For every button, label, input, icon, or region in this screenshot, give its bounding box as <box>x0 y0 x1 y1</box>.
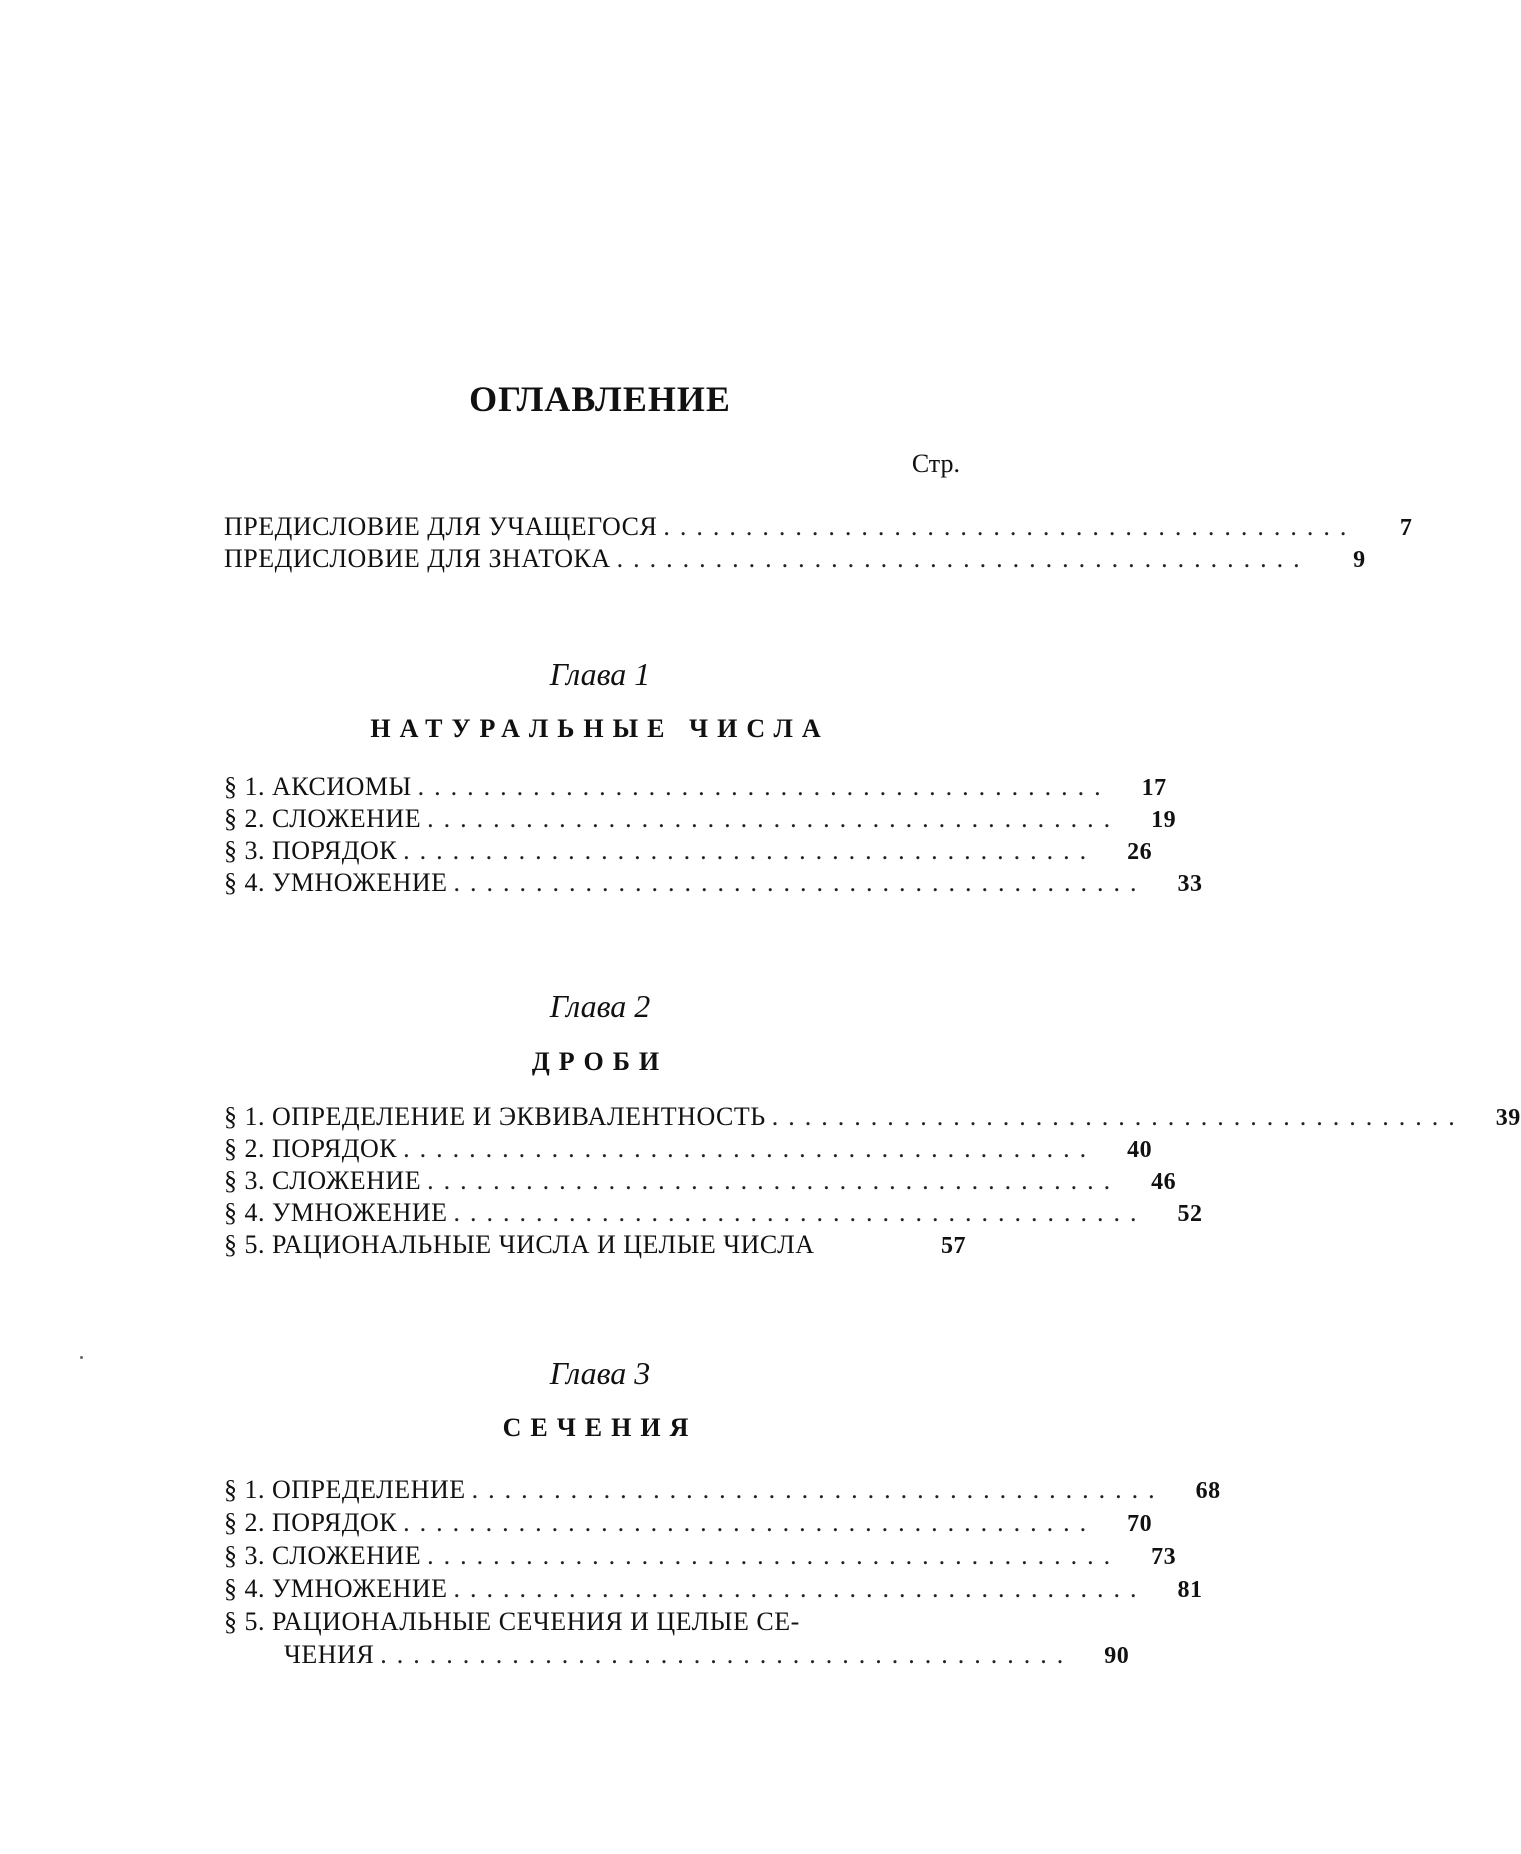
chapter-1-title: НАТУРАЛЬНЫЕ ЧИСЛА <box>370 714 830 743</box>
leader-dots: .......................................... <box>453 1574 1147 1603</box>
toc-entry-preface-student[interactable] <box>224 512 1413 544</box>
toc-entry[interactable] <box>224 868 1203 900</box>
toc-entry[interactable] <box>224 1508 1153 1540</box>
toc-entry-page: 81 <box>1177 1577 1203 1603</box>
chapter-2-title: ДРОБИ <box>531 1047 669 1076</box>
toc-entry-continuation[interactable] <box>284 1640 1130 1672</box>
toc-entry-page: 9 <box>1353 547 1366 573</box>
leader-dots: .......................................... <box>417 772 1111 801</box>
toc-entry[interactable] <box>224 1607 966 1639</box>
toc-entry-label: § 1. АКСИОМЫ <box>224 772 412 801</box>
toc-entry-page: 68 <box>1195 1478 1221 1504</box>
toc-entry-page: 57 <box>941 1233 966 1259</box>
leader-dots: .......................................... <box>471 1475 1165 1504</box>
toc-entry-label: § 2. СЛОЖЕНИЕ <box>224 804 422 833</box>
toc-entry[interactable] <box>224 1166 1177 1198</box>
leader-dots: .......................................... <box>453 868 1147 897</box>
toc-entry-page: 39 <box>1495 1105 1521 1131</box>
toc-entry[interactable] <box>224 836 1153 868</box>
chapter-3-label: Глава 3 <box>549 1355 651 1391</box>
chapter-2-label: Глава 2 <box>549 988 651 1024</box>
toc-entry-label: § 4. УМНОЖЕНИЕ <box>224 1574 448 1603</box>
leader-dots: .......................................... <box>663 512 1357 541</box>
toc-entry-label: § 2. ПОРЯДОК <box>224 1508 398 1537</box>
toc-entry[interactable] <box>224 1574 1203 1606</box>
page-column-label: Стр. <box>911 449 960 478</box>
leader-dots: .......................................... <box>380 1640 1074 1669</box>
toc-entry-page: 26 <box>1127 839 1153 865</box>
leader-dots: .......................................... <box>403 1134 1097 1163</box>
toc-entry-label: § 1. ОПРЕДЕЛЕНИЕ <box>224 1475 466 1504</box>
leader-dots: .......................................... <box>616 544 1310 573</box>
leader-dots: .......................................... <box>403 1508 1097 1537</box>
toc-entry-page: 52 <box>1177 1201 1203 1227</box>
toc-entry-page: 70 <box>1127 1511 1153 1537</box>
chapter-1-label: Глава 1 <box>549 656 651 692</box>
toc-entry-preface-expert[interactable] <box>224 544 1366 576</box>
toc-entry-label: § 5. РАЦИОНАЛЬНЫЕ ЧИСЛА И ЦЕЛЫЕ ЧИСЛА <box>224 1230 815 1259</box>
leader-dots: .......................................... <box>771 1102 1465 1131</box>
toc-entry[interactable] <box>224 1134 1153 1166</box>
toc-entry-label: § 2. ПОРЯДОК <box>224 1134 398 1163</box>
toc-entry-label: ПРЕДИСЛОВИЕ ДЛЯ ЗНАТОКА <box>224 544 611 573</box>
toc-entry-page: 40 <box>1127 1137 1153 1163</box>
toc-entry[interactable] <box>224 1102 1521 1134</box>
toc-entry-page: 7 <box>1399 515 1413 541</box>
toc-entry-label: § 3. ПОРЯДОК <box>224 836 398 865</box>
toc-entry-page: 46 <box>1151 1169 1177 1195</box>
toc-entry-page: 33 <box>1177 871 1203 897</box>
toc-entry-page: 19 <box>1151 807 1177 833</box>
leader-dots: .......................................... <box>403 836 1097 865</box>
toc-entry[interactable] <box>224 1230 966 1262</box>
toc-entry-label: § 4. УМНОЖЕНИЕ <box>224 1198 448 1227</box>
toc-entry-label: § 5. РАЦИОНАЛЬНЫЕ СЕЧЕНИЯ И ЦЕЛЫЕ СЕ- <box>224 1607 800 1636</box>
toc-entry-page: 90 <box>1104 1643 1130 1669</box>
toc-entry-page: 17 <box>1141 775 1167 801</box>
toc-entry-label: § 3. СЛОЖЕНИЕ <box>224 1166 422 1195</box>
toc-entry-label: ЧЕНИЯ <box>284 1640 375 1669</box>
toc-entry-label: § 4. УМНОЖЕНИЕ <box>224 868 448 897</box>
toc-entry[interactable] <box>224 1541 1177 1573</box>
page-title: ОГЛАВЛЕНИЕ <box>469 379 731 419</box>
leader-dots: .......................................... <box>453 1198 1147 1227</box>
toc-entry[interactable] <box>224 772 1167 804</box>
toc-entry-label: § 3. СЛОЖЕНИЕ <box>224 1541 422 1570</box>
toc-entry[interactable] <box>224 1475 1221 1507</box>
toc-entry-page: 73 <box>1151 1544 1177 1570</box>
leader-dots: .......................................... <box>427 804 1121 833</box>
toc-entry-label: ПРЕДИСЛОВИЕ ДЛЯ УЧАЩЕГОСЯ <box>224 512 658 541</box>
chapter-3-title: СЕЧЕНИЯ <box>502 1413 698 1442</box>
leader-dots: .......................................... <box>427 1541 1121 1570</box>
toc-entry[interactable] <box>224 1198 1203 1230</box>
toc-entry-label: § 1. ОПРЕДЕЛЕНИЕ И ЭКВИВАЛЕНТНОСТЬ <box>224 1102 766 1131</box>
leader-dots: .......................................... <box>427 1166 1121 1195</box>
toc-entry[interactable] <box>224 804 1177 836</box>
